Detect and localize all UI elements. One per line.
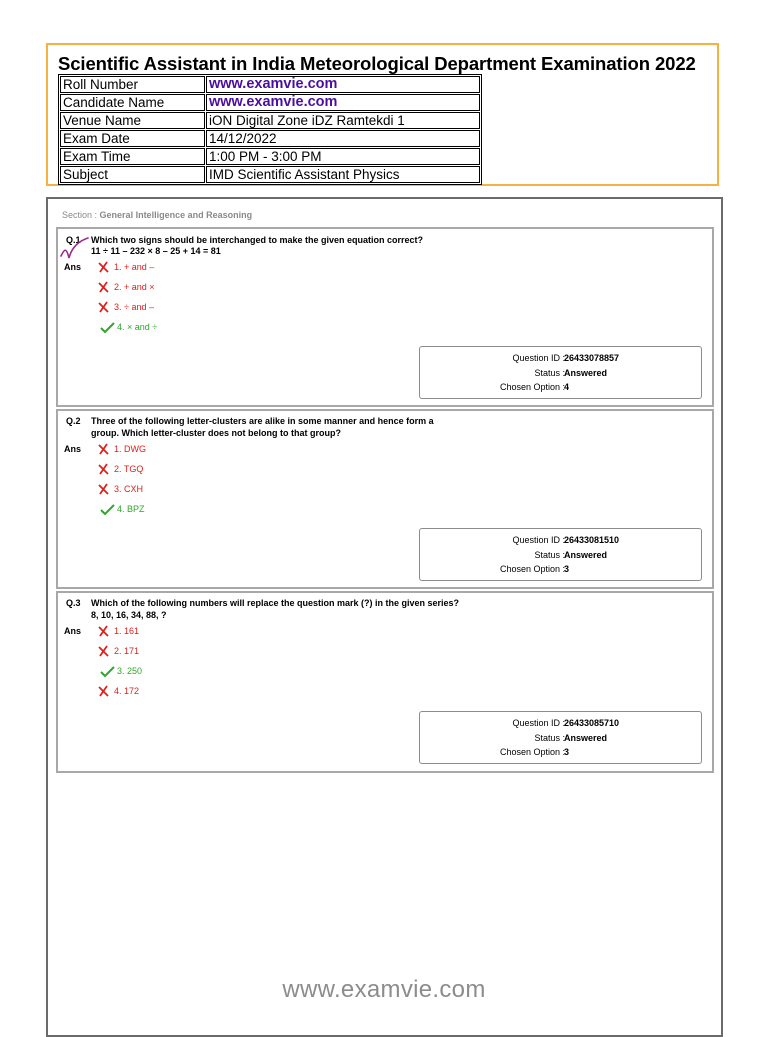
option-2 (97, 645, 139, 657)
option-1 (97, 625, 139, 637)
option-label: 1. DWG (114, 444, 147, 454)
option-1 (97, 261, 154, 273)
option-4 (100, 503, 145, 515)
exam-title: Scientific Assistant in India Meteorological Department Examination 2022 (58, 53, 696, 74)
question-text-line: group. Which letter-cluster does not belong to that group? (91, 428, 341, 438)
subject-value: IMD Scientific Assistant Physics (206, 166, 480, 183)
cross-icon (97, 301, 112, 313)
venue-name-value: iON Digital Zone iDZ Ramtekdi 1 (206, 112, 480, 129)
check-icon (100, 503, 115, 515)
option-label: 1. + and – (114, 262, 155, 272)
cross-icon (97, 645, 112, 657)
table-row (60, 76, 480, 93)
question-text-line: 11 ÷ 11 – 232 × 8 – 25 + 14 = 81 (91, 246, 221, 256)
subject-label: Subject (60, 166, 205, 183)
candidate-name-label: Candidate Name (60, 94, 205, 111)
option-label: 4. 172 (114, 686, 140, 696)
cross-icon (97, 685, 112, 697)
question-text-line: Which two signs should be interchanged to make the given equation correct? (91, 235, 424, 245)
status-value: Answered (564, 368, 608, 378)
exam-date-value: 14/12/2022 (206, 130, 480, 147)
cross-icon (97, 463, 112, 475)
candidate-name-value[interactable]: www.examvie.com (206, 94, 480, 111)
option-label: 2. 171 (114, 646, 140, 656)
table-row (60, 166, 480, 183)
cross-icon (97, 261, 112, 273)
option-4 (100, 321, 157, 333)
question-number: Q.1 (66, 235, 81, 245)
section-name: General Intelligence and Reasoning (99, 210, 253, 220)
option-3 (100, 665, 142, 677)
cross-icon (97, 625, 112, 637)
question-id-label: Question ID : (512, 535, 565, 545)
question-info-box (419, 711, 702, 764)
candidate-info-table (58, 74, 482, 185)
option-label: 2. TGQ (114, 464, 144, 474)
question-text-line: Three of the following letter-clusters are alike in some manner and hence form a (91, 416, 434, 426)
ans-label: Ans (64, 444, 82, 454)
exam-date-label: Exam Date (60, 130, 205, 147)
question-id-value: 26433081510 (564, 535, 620, 545)
chosen-option-label: Chosen Option : (499, 564, 565, 574)
question-text-line: Which of the following numbers will replace the question mark (?) in the given series? (91, 598, 460, 608)
status-value: Answered (564, 733, 608, 743)
chosen-option-label: Chosen Option : (499, 747, 565, 757)
question-number: Q.3 (66, 598, 81, 608)
option-label: 1. 161 (114, 626, 140, 636)
section-prefix: Section : (62, 210, 98, 220)
option-2 (97, 281, 155, 293)
ans-label: Ans (64, 262, 82, 272)
chosen-option-value: 3 (564, 747, 570, 757)
check-icon (100, 665, 115, 677)
option-label: 4. BPZ (117, 504, 145, 514)
table-row (60, 94, 480, 111)
option-2 (97, 463, 143, 475)
question-info-box (419, 346, 702, 399)
table-row (60, 112, 480, 129)
question-info-box (419, 528, 702, 581)
status-label: Status : (534, 368, 565, 378)
option-label: 4. × and ÷ (117, 322, 158, 332)
handwritten-tick-mark (60, 236, 90, 260)
check-icon (100, 321, 115, 333)
question-id-value: 26433078857 (564, 353, 620, 363)
roll-number-value[interactable]: www.examvie.com (206, 76, 480, 93)
option-label: 3. 250 (117, 666, 143, 676)
question-number: Q.2 (66, 416, 81, 426)
option-3 (97, 483, 143, 495)
exam-time-label: Exam Time (60, 148, 205, 165)
footer-watermark: www.examvie.com (282, 976, 486, 1003)
table-row (60, 148, 480, 165)
status-label: Status : (534, 550, 565, 560)
chosen-option-value: 3 (564, 564, 570, 574)
option-label: 3. CXH (114, 484, 144, 494)
question-id-label: Question ID : (512, 353, 565, 363)
option-label: 2. + and × (114, 282, 155, 292)
ans-label: Ans (64, 626, 82, 636)
cross-icon (97, 483, 112, 495)
cross-icon (97, 281, 112, 293)
option-3 (97, 301, 154, 313)
chosen-option-label: Chosen Option : (499, 382, 565, 392)
status-value: Answered (564, 550, 608, 560)
roll-number-label: Roll Number (60, 76, 205, 93)
exam-time-value: 1:00 PM - 3:00 PM (206, 148, 480, 165)
section-heading (62, 210, 252, 220)
question-id-label: Question ID : (512, 718, 565, 728)
question-id-value: 26433085710 (564, 718, 620, 728)
option-label: 3. ÷ and – (114, 302, 154, 312)
option-4 (97, 685, 139, 697)
venue-name-label: Venue Name (60, 112, 205, 129)
table-row (60, 130, 480, 147)
cross-icon (97, 443, 112, 455)
question-text-line: 8, 10, 16, 34, 88, ? (91, 610, 167, 620)
option-1 (97, 443, 146, 455)
status-label: Status : (534, 733, 565, 743)
chosen-option-value: 4 (564, 382, 570, 392)
